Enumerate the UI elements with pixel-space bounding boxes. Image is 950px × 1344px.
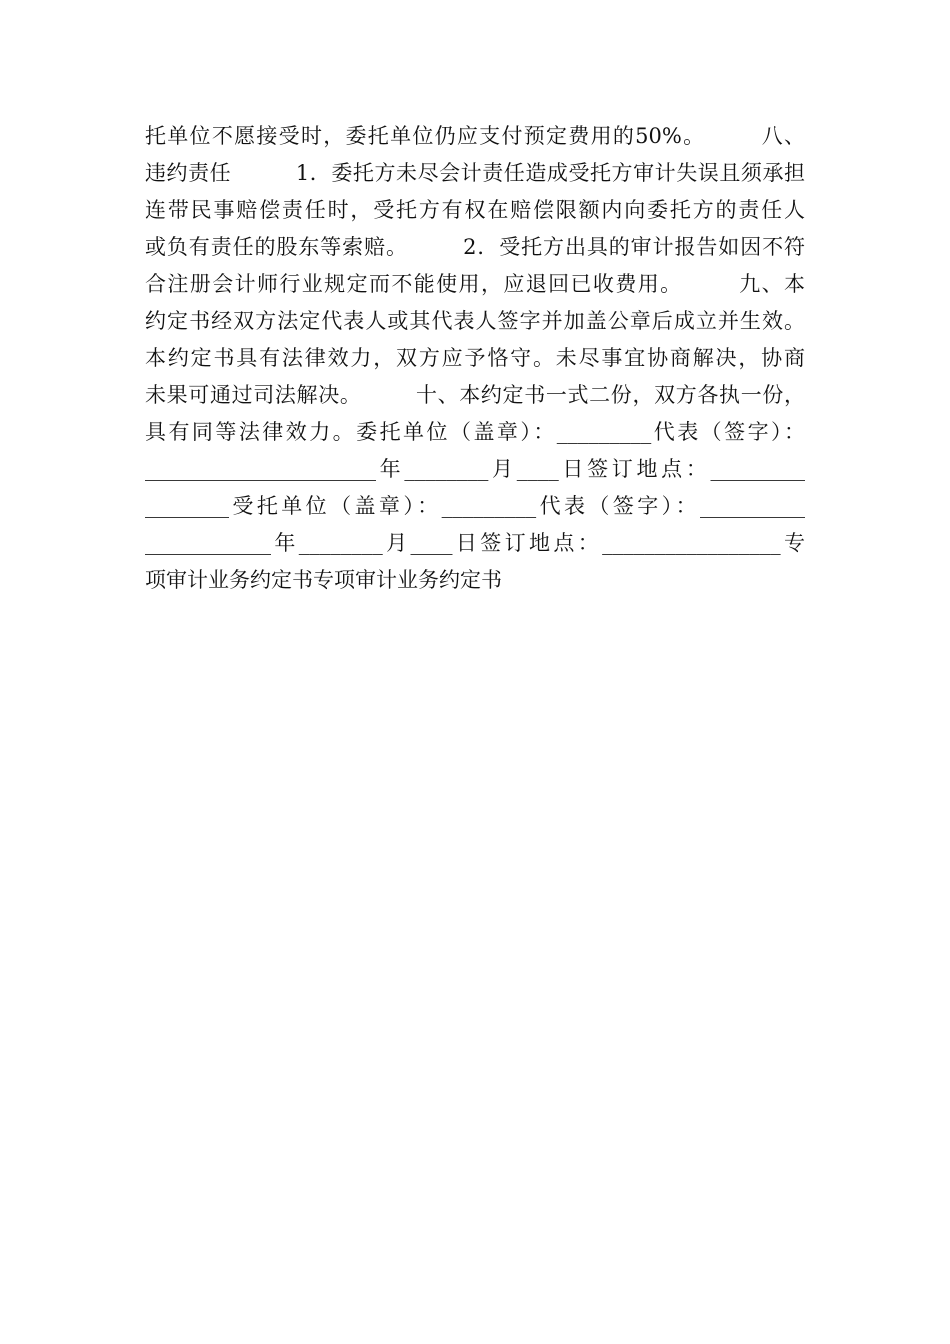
text-line-7: 本约定书具有法律效力，双方应予恪守。未尽事宜协商解决，协商 [145, 346, 805, 370]
text-line-6: 约定书经双方法定代表人或其代表人签字并加盖公章后成立并生效。 [145, 309, 805, 333]
text-line-3: 连带民事赔偿责任时，受托方有权在赔偿限额内向委托方的责任人 [145, 198, 805, 222]
text-line-2: 违约责任 1．委托方未尽会计责任造成受托方审计失误且须承担 [145, 161, 805, 185]
text-line-4: 或负有责任的股东等索赔。 2．受托方出具的审计报告如因不符 [145, 235, 805, 259]
text-line-5: 合注册会计师行业规定而不能使用，应退回已收费用。 九、本 [145, 272, 805, 296]
text-line-8: 未果可通过司法解决。 十、本约定书一式二份，双方各执一份， [145, 383, 805, 407]
text-line-13: 项审计业务约定书专项审计业务约定书 [145, 568, 502, 592]
text-line-9: 具有同等法律效力。委托单位（盖章）：_________代表（签字）： [145, 420, 805, 444]
contract-body-text [145, 118, 805, 599]
text-line-10: ______________________年________月____日签订地点：_________ [145, 457, 805, 481]
text-line-12: ____________年________月____日签订地点：_________________专 [145, 531, 805, 555]
text-line-1: 托单位不愿接受时，委托单位仍应支付预定费用的50%。 八、 [145, 124, 805, 148]
text-line-11: ________受托单位（盖章）：_________代表（签字）：__________ [145, 494, 805, 518]
